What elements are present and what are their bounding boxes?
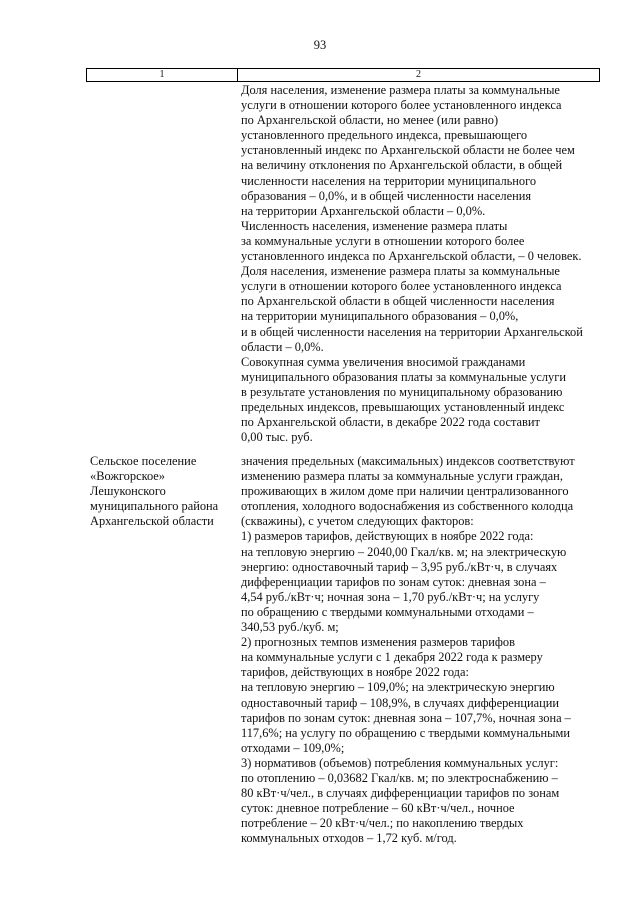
text-line: установленного предельного индекса, превышающего [241, 128, 528, 143]
text-line: по Архангельской области, в декабре 2022 года составит [241, 415, 540, 430]
municipality-name-block [90, 454, 236, 529]
text-line: на территории Архангельской области – 0,0%. [241, 203, 486, 218]
text-line: муниципального образования платы за коммунальные услуги [241, 369, 566, 384]
column-header-table [86, 68, 600, 82]
text-line: проживающих в жилом доме при наличии централизованного [241, 484, 569, 499]
text-line: Доля населения, изменение размера платы за коммунальные [241, 83, 560, 97]
text-line: 80 кВт·ч/чел., в случаях дифференциации тарифов по зонам [241, 786, 560, 801]
text-line: услуги в отношении которого более установленного индекса [241, 98, 562, 113]
text-line: изменению размера платы за коммунальные услуги граждан, [241, 469, 563, 484]
text-line: 3) нормативов (объемов) потребления коммунальных услуг: [241, 755, 559, 770]
text-line: численности населения на территории муниципального [241, 173, 537, 188]
text-line: в результате установления по муниципальному образованию [241, 384, 563, 399]
text-line: 4,54 руб./кВт·ч; ночная зона – 1,70 руб./кВт·ч; на услугу [241, 589, 540, 604]
text-line: на коммунальные услуги с 1 декабря 2022 года к размеру [241, 650, 543, 665]
page-number: 93 [313, 38, 327, 52]
text-line: по Архангельской области, но менее (или равно) [241, 113, 499, 128]
text-line: тарифов, действующих в ноябре 2022 года: [241, 665, 469, 680]
text-line: дифференциации тарифов по зонам суток: дневная зона – [241, 574, 546, 589]
text-line: 117,6%; на услугу по обращению с твердыми коммунальными [241, 725, 570, 740]
text-line: установленный индекс по Архангельской области не более чем [241, 143, 575, 158]
text-line: отходами – 109,0%; [241, 740, 345, 755]
text-line: «Вожгорское» [90, 469, 166, 484]
text-line: на тепловую энергию – 109,0%; на электрическую энергию [241, 680, 555, 695]
text-line: Численность населения, изменение размера платы [241, 218, 508, 233]
text-line: Лешуконского [90, 484, 166, 499]
text-line: суток: дневное потребление – 60 кВт·ч/чел., ночное [241, 801, 515, 816]
text-line: на территории муниципального образования – 0,0%, [241, 309, 519, 324]
text-line: установленного индекса по Архангельской области, – 0 человек. [241, 249, 582, 264]
text-line: 2) прогнозных темпов изменения размеров тарифов [241, 635, 515, 650]
text-line: Доля населения, изменение размера платы за коммунальные [241, 264, 560, 279]
text-line: одноставочный тариф – 108,9%, в случаях дифференциации [241, 695, 560, 710]
text-line: и в общей численности населения на территории Архангельской [241, 324, 583, 339]
text-line: по обращению с твердыми коммунальными отходами – [241, 604, 534, 619]
indicator-text-block-2 [241, 454, 603, 846]
text-line: области – 0,0%. [241, 339, 324, 354]
column-2-header: 2 [238, 69, 600, 82]
text-line: на тепловую энергию – 2040,00 Гкал/кв. м; на электрическую [241, 544, 567, 559]
text-line: значения предельных (максимальных) индексов соответствуют [241, 454, 575, 468]
text-line: энергию: одноставочный тариф – 3,95 руб./кВт·ч, в случаях [241, 559, 558, 574]
text-line: по отоплению – 0,03682 Гкал/кв. м; по электроснабжению – [241, 770, 558, 785]
text-line: образования – 0,0%, и в общей численности населения [241, 188, 532, 203]
text-line: за коммунальные услуги в отношении которого более [241, 233, 525, 248]
text-line: 340,53 руб./куб. м; [241, 620, 339, 635]
text-line: 0,00 тыс. руб. [241, 430, 313, 445]
text-line: потребление – 20 кВт·ч/чел.; по накоплению твердых [241, 816, 524, 831]
indicator-text-block-1 [241, 83, 603, 445]
column-header-row [87, 69, 600, 82]
text-line: 1) размеров тарифов, действующих в ноябре 2022 года: [241, 529, 534, 544]
text-line: коммунальных отходов – 1,72 куб. м/год. [241, 831, 457, 846]
text-line: услуги в отношении которого более установленного индекса [241, 279, 562, 294]
text-line: Совокупная сумма увеличения вносимой гражданами [241, 354, 526, 369]
text-line: муниципального района [90, 499, 219, 514]
text-line: тарифов по зонам суток: дневная зона – 107,7%, ночная зона – [241, 710, 571, 725]
text-line: по Архангельской области в общей численности населения [241, 294, 555, 309]
text-line: предельных индексов, превышающих установленный индекс [241, 399, 565, 414]
text-line: на величину отклонения по Архангельской области, в общей [241, 158, 563, 173]
text-line: (скважины), с учетом следующих факторов: [241, 514, 474, 529]
text-line: отопления, холодного водоснабжения из собственного колодца [241, 499, 574, 514]
text-line: Сельское поселение [90, 454, 197, 468]
text-line: Архангельской области [90, 514, 214, 529]
column-1-header: 1 [87, 69, 238, 82]
